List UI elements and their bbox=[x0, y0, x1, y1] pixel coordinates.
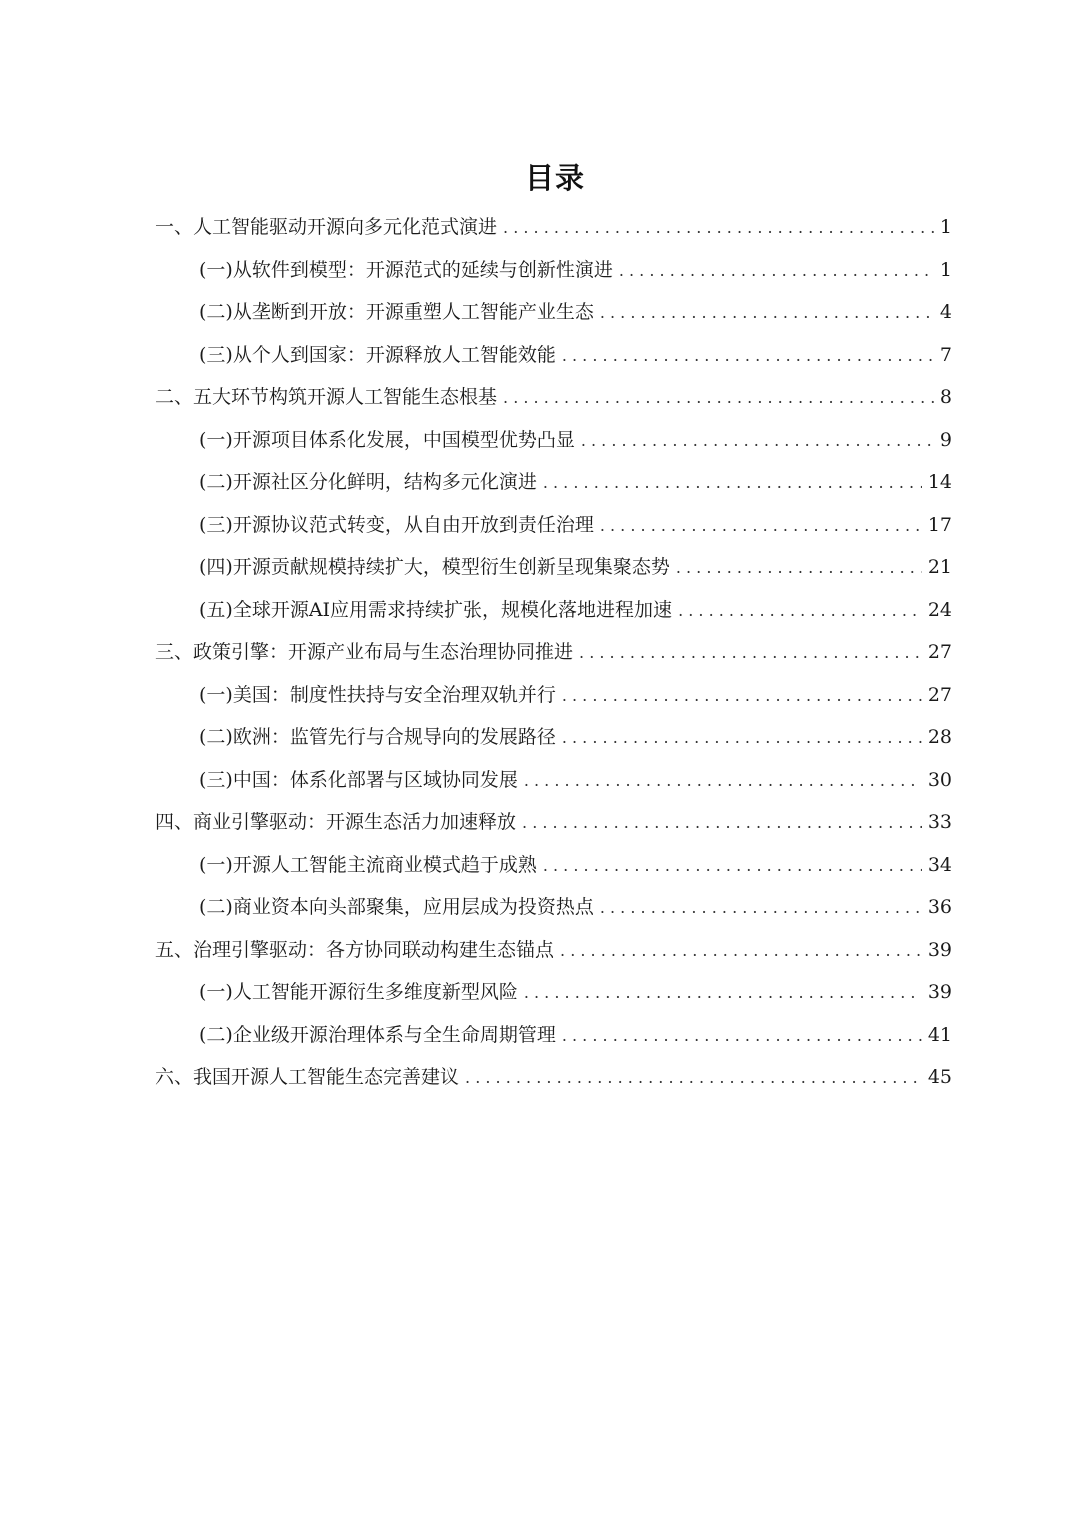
dot-leader bbox=[600, 505, 922, 548]
toc-entry[interactable] bbox=[155, 716, 952, 759]
toc-entry[interactable] bbox=[155, 504, 952, 547]
toc-entry[interactable] bbox=[155, 334, 952, 377]
dot-leader bbox=[600, 887, 922, 930]
dot-leader bbox=[560, 930, 922, 973]
toc-page-number: 17 bbox=[927, 513, 952, 536]
dot-leader bbox=[503, 377, 934, 420]
dot-leader bbox=[581, 420, 934, 463]
dot-leader bbox=[562, 1015, 922, 1058]
toc-page-number: 41 bbox=[927, 1023, 952, 1046]
toc-entry[interactable] bbox=[155, 801, 952, 844]
toc-entry-text: (一)开源人工智能主流商业模式趋于成熟 bbox=[199, 853, 537, 876]
toc-entry[interactable] bbox=[155, 971, 952, 1014]
toc-page-number: 24 bbox=[927, 598, 952, 621]
dot-leader bbox=[562, 335, 934, 378]
toc-entry[interactable] bbox=[155, 1056, 952, 1099]
toc-entry[interactable] bbox=[155, 206, 952, 249]
toc-entry-text: (一)人工智能开源衍生多维度新型风险 bbox=[199, 981, 518, 1003]
table-of-contents bbox=[155, 206, 952, 1099]
dot-leader bbox=[579, 632, 922, 675]
toc-page-number: 4 bbox=[939, 301, 952, 323]
toc-entry[interactable] bbox=[155, 546, 952, 589]
toc-page-number: 7 bbox=[939, 343, 952, 366]
toc-page-number: 39 bbox=[927, 981, 952, 1003]
toc-page-number: 1 bbox=[939, 216, 952, 238]
toc-page-number: 30 bbox=[927, 768, 952, 791]
toc-entry-text: 六、我国开源人工智能生态完善建议 bbox=[155, 1066, 460, 1088]
toc-page-number: 1 bbox=[939, 258, 952, 281]
toc-entry[interactable] bbox=[155, 674, 952, 717]
dot-leader bbox=[676, 547, 922, 590]
toc-entry-text: (二)欧洲：监管先行与合规导向的发展路径 bbox=[199, 726, 556, 748]
dot-leader bbox=[600, 292, 934, 335]
dot-leader bbox=[562, 675, 922, 718]
toc-entry[interactable] bbox=[155, 759, 952, 802]
toc-page-number: 27 bbox=[927, 641, 952, 663]
dot-leader bbox=[619, 250, 934, 293]
toc-entry[interactable] bbox=[155, 376, 952, 419]
toc-entry-text: (一)开源项目体系化发展，中国模型优势凸显 bbox=[199, 428, 575, 451]
toc-entry-text: (二)企业级开源治理体系与全生命周期管理 bbox=[199, 1023, 556, 1046]
dot-leader bbox=[524, 972, 922, 1015]
toc-entry-text: 一、人工智能驱动开源向多元化范式演进 bbox=[155, 216, 498, 238]
toc-page-number: 39 bbox=[927, 938, 952, 961]
toc-entry-text: (三)从个人到国家：开源释放人工智能效能 bbox=[199, 343, 556, 366]
toc-page-number: 33 bbox=[927, 811, 952, 833]
toc-entry[interactable] bbox=[155, 929, 952, 972]
dot-leader bbox=[543, 845, 922, 888]
toc-page-number: 34 bbox=[927, 853, 952, 876]
toc-entry-text: (一)从软件到模型：开源范式的延续与创新性演进 bbox=[199, 258, 613, 281]
toc-page-number: 9 bbox=[939, 428, 952, 451]
toc-entry-text: (三)开源协议范式转变，从自由开放到责任治理 bbox=[199, 513, 594, 536]
dot-leader bbox=[522, 802, 922, 845]
toc-entry[interactable] bbox=[155, 419, 952, 462]
toc-entry-text: 五、治理引擎驱动：各方协同联动构建生态锚点 bbox=[155, 938, 555, 961]
toc-entry[interactable] bbox=[155, 1014, 952, 1057]
toc-entry-text: (二)开源社区分化鲜明，结构多元化演进 bbox=[199, 471, 537, 493]
dot-leader bbox=[465, 1057, 922, 1100]
toc-page-number: 36 bbox=[927, 896, 952, 918]
toc-entry-text: (五)全球开源AI应用需求持续扩张，规模化落地进程加速 bbox=[199, 598, 673, 621]
toc-entry-text: (四)开源贡献规模持续扩大，模型衍生创新呈现集聚态势 bbox=[199, 556, 670, 578]
dot-leader bbox=[503, 207, 934, 250]
toc-entry-text: (二)商业资本向头部聚集，应用层成为投资热点 bbox=[199, 896, 594, 918]
toc-page-number: 28 bbox=[927, 726, 952, 748]
dot-leader bbox=[524, 760, 922, 803]
toc-entry[interactable] bbox=[155, 249, 952, 292]
toc-entry[interactable] bbox=[155, 589, 952, 632]
toc-entry[interactable] bbox=[155, 844, 952, 887]
toc-entry[interactable] bbox=[155, 291, 952, 334]
toc-page-number: 45 bbox=[927, 1066, 952, 1088]
toc-entry-text: (二)从垄断到开放：开源重塑人工智能产业生态 bbox=[199, 301, 594, 323]
toc-entry[interactable] bbox=[155, 886, 952, 929]
toc-page-number: 21 bbox=[927, 556, 952, 578]
toc-entry-text: 四、商业引擎驱动：开源生态活力加速释放 bbox=[155, 811, 517, 833]
toc-entry[interactable] bbox=[155, 631, 952, 674]
dot-leader bbox=[678, 590, 922, 633]
toc-entry-text: (三)中国：体系化部署与区域协同发展 bbox=[199, 768, 518, 791]
toc-page-number: 14 bbox=[927, 471, 952, 493]
toc-title: 目录 bbox=[524, 161, 585, 195]
toc-page-number: 8 bbox=[939, 386, 952, 408]
dot-leader bbox=[562, 717, 922, 760]
toc-entry[interactable] bbox=[155, 461, 952, 504]
toc-entry-text: 二、五大环节构筑开源人工智能生态根基 bbox=[155, 386, 498, 408]
toc-page-number: 27 bbox=[927, 683, 952, 706]
toc-entry-text: (一)美国：制度性扶持与安全治理双轨并行 bbox=[199, 683, 556, 706]
toc-entry-text: 三、政策引擎：开源产业布局与生态治理协同推进 bbox=[155, 641, 574, 663]
dot-leader bbox=[543, 462, 922, 505]
